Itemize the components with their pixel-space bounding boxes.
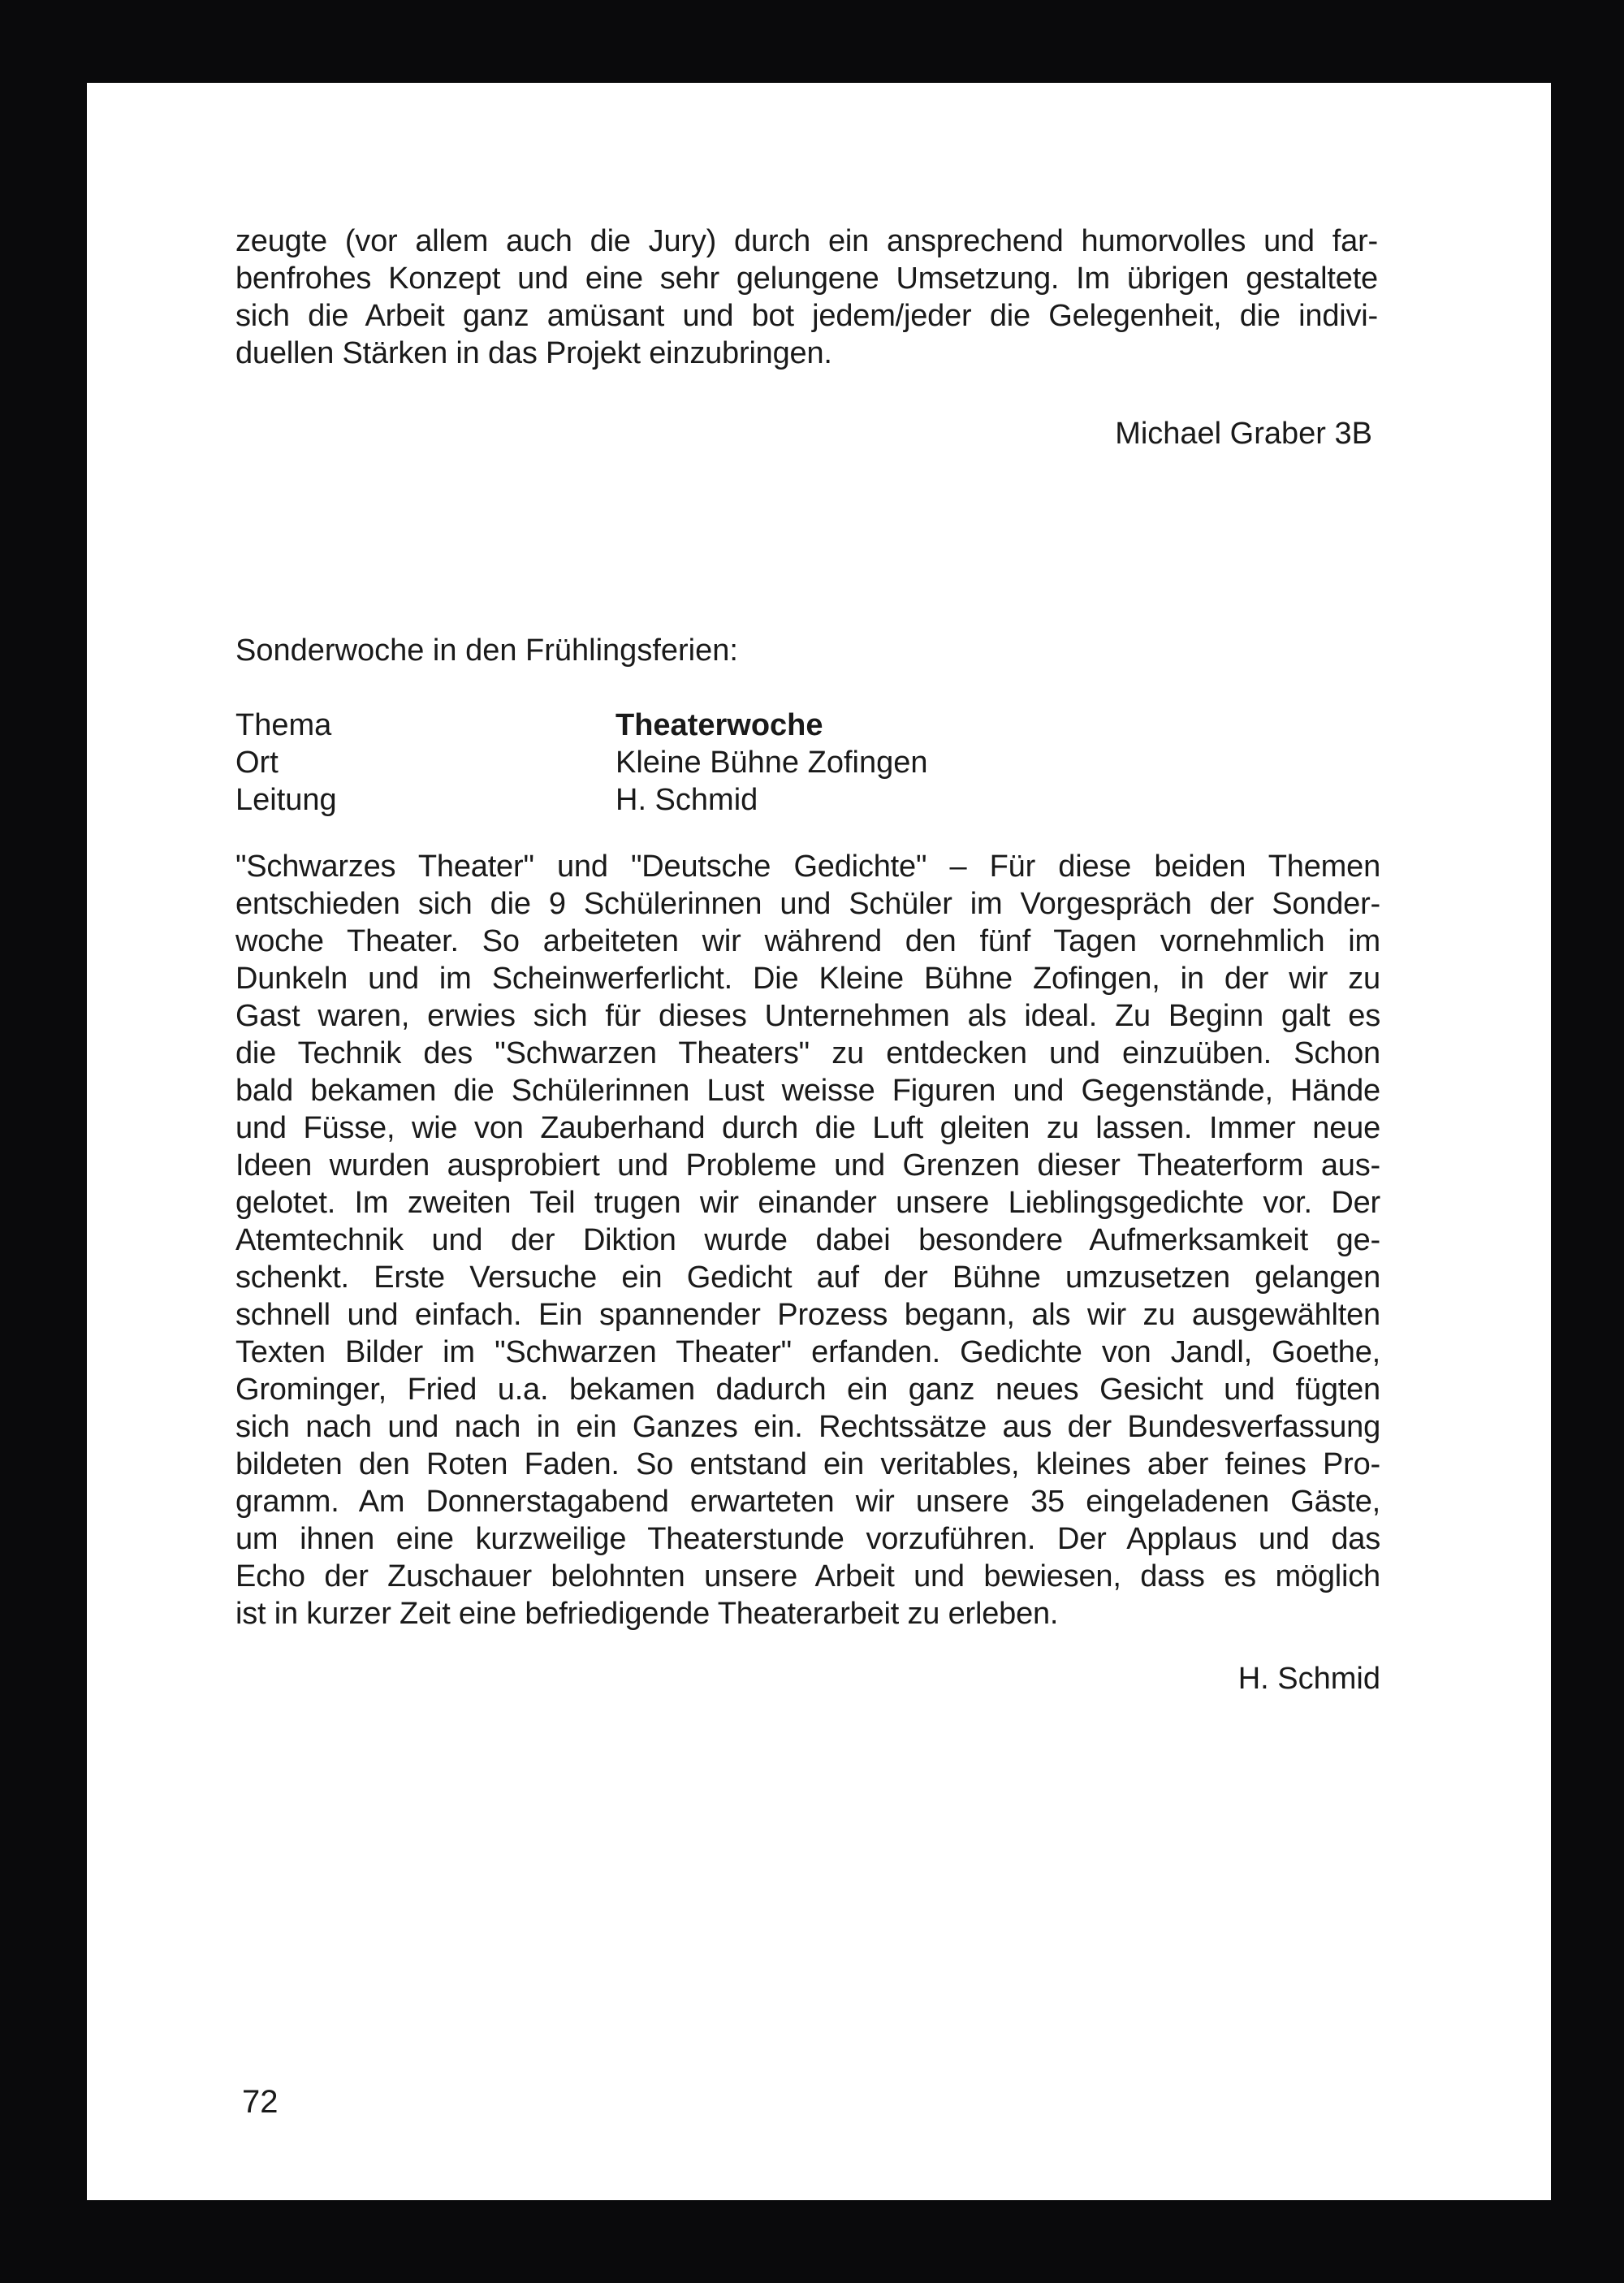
text-line: sich nach und nach in ein Ganzes ein. Rechtssätze aus der Bundesverfassung <box>235 1410 1380 1444</box>
text-line: ist in kurzer Zeit eine befriedigende Theaterarbeit zu erleben. <box>235 1597 1059 1631</box>
text-line: sich die Arbeit ganz amüsant und bot jedem/jeder die Gelegenheit, die indivi- <box>235 299 1378 333</box>
detail-label: Thema <box>235 708 332 742</box>
main-paragraph <box>235 848 1380 1632</box>
text-line: Echo der Zuschauer belohnten unsere Arbeit und bewiesen, dass es möglich <box>235 1559 1380 1593</box>
text-line: Texten Bilder im "Schwarzen Theater" erfanden. Gedichte von Jandl, Goethe, <box>235 1335 1380 1369</box>
text-line: zeugte (vor allem auch die Jury) durch ein ansprechend humorvolles und far- <box>235 224 1378 258</box>
intro-signature-block <box>235 415 1372 452</box>
author-signature: Michael Graber 3B <box>1115 417 1372 451</box>
section-signature-block <box>235 1660 1380 1697</box>
details-table <box>235 707 928 819</box>
text-line: benfrohes Konzept und eine sehr gelungene Umsetzung. Im übrigen gestaltete <box>235 262 1378 296</box>
detail-value: Theaterwoche <box>615 708 823 742</box>
text-line: schenkt. Erste Versuche ein Gedicht auf der Bühne umzusetzen gelangen <box>235 1260 1380 1295</box>
text-line: gramm. Am Donnerstagabend erwarteten wir unsere 35 eingeladenen Gäste, <box>235 1485 1380 1519</box>
text-line: Gast waren, erwies sich für dieses Unternehmen als ideal. Zu Beginn galt es <box>235 999 1380 1033</box>
text-line: gelotet. Im zweiten Teil trugen wir einander unsere Lieblingsgedichte vor. Der <box>235 1186 1380 1220</box>
text-line: schnell und einfach. Ein spannender Prozess begann, als wir zu ausgewählten <box>235 1298 1380 1332</box>
text-line: die Technik des "Schwarzen Theaters" zu entdecken und einzuüben. Schon <box>235 1036 1380 1070</box>
text-line: woche Theater. So arbeiteten wir während den fünf Tagen vornehmlich im <box>235 924 1380 958</box>
intro-paragraph <box>235 223 1378 372</box>
detail-label: Leitung <box>235 783 337 817</box>
author-signature: H. Schmid <box>1237 1662 1380 1696</box>
detail-row-leitung <box>235 781 928 819</box>
text-line: duellen Stärken in das Projekt einzubringen. <box>235 336 832 370</box>
text-line: Grominger, Fried u.a. bekamen dadurch ein ganz neues Gesicht und fügten <box>235 1373 1380 1407</box>
text-line: bildeten den Roten Faden. So entstand ein veritables, kleines aber feines Pro- <box>235 1447 1380 1481</box>
page-number: 72 <box>242 2084 279 2120</box>
main-section <box>235 848 1380 1632</box>
intro-section <box>235 223 1378 372</box>
text-line: "Schwarzes Theater" und "Deutsche Gedichte" – Für diese beiden Themen <box>235 850 1380 884</box>
text-line: um ihnen eine kurzweilige Theaterstunde vorzuführen. Der Applaus und das <box>235 1522 1380 1556</box>
text-line: und Füsse, wie von Zauberhand durch die Luft gleiten zu lassen. Immer neue <box>235 1111 1380 1145</box>
text-line: Ideen wurden ausprobiert und Probleme und Grenzen dieser Theaterform aus- <box>235 1148 1380 1183</box>
text-line: Atemtechnik und der Diktion wurde dabei besondere Aufmerksamkeit ge- <box>235 1223 1380 1257</box>
text-line: Dunkeln und im Scheinwerferlicht. Die Kleine Bühne Zofingen, in der wir zu <box>235 962 1380 996</box>
detail-value: H. Schmid <box>615 783 758 817</box>
detail-row-ort <box>235 744 928 781</box>
section-heading-block <box>235 632 1378 669</box>
detail-value: Kleine Bühne Zofingen <box>615 746 928 780</box>
text-line: entschieden sich die 9 Schülerinnen und Schüler im Vorgespräch der Sonder- <box>235 887 1380 921</box>
section-heading: Sonderwoche in den Frühlingsferien: <box>235 633 738 668</box>
detail-label: Ort <box>235 746 279 780</box>
text-line: bald bekamen die Schülerinnen Lust weisse Figuren und Gegenstände, Hände <box>235 1074 1380 1108</box>
details-block <box>235 707 1378 819</box>
detail-row-thema <box>235 707 928 744</box>
document-page <box>87 83 1551 2200</box>
